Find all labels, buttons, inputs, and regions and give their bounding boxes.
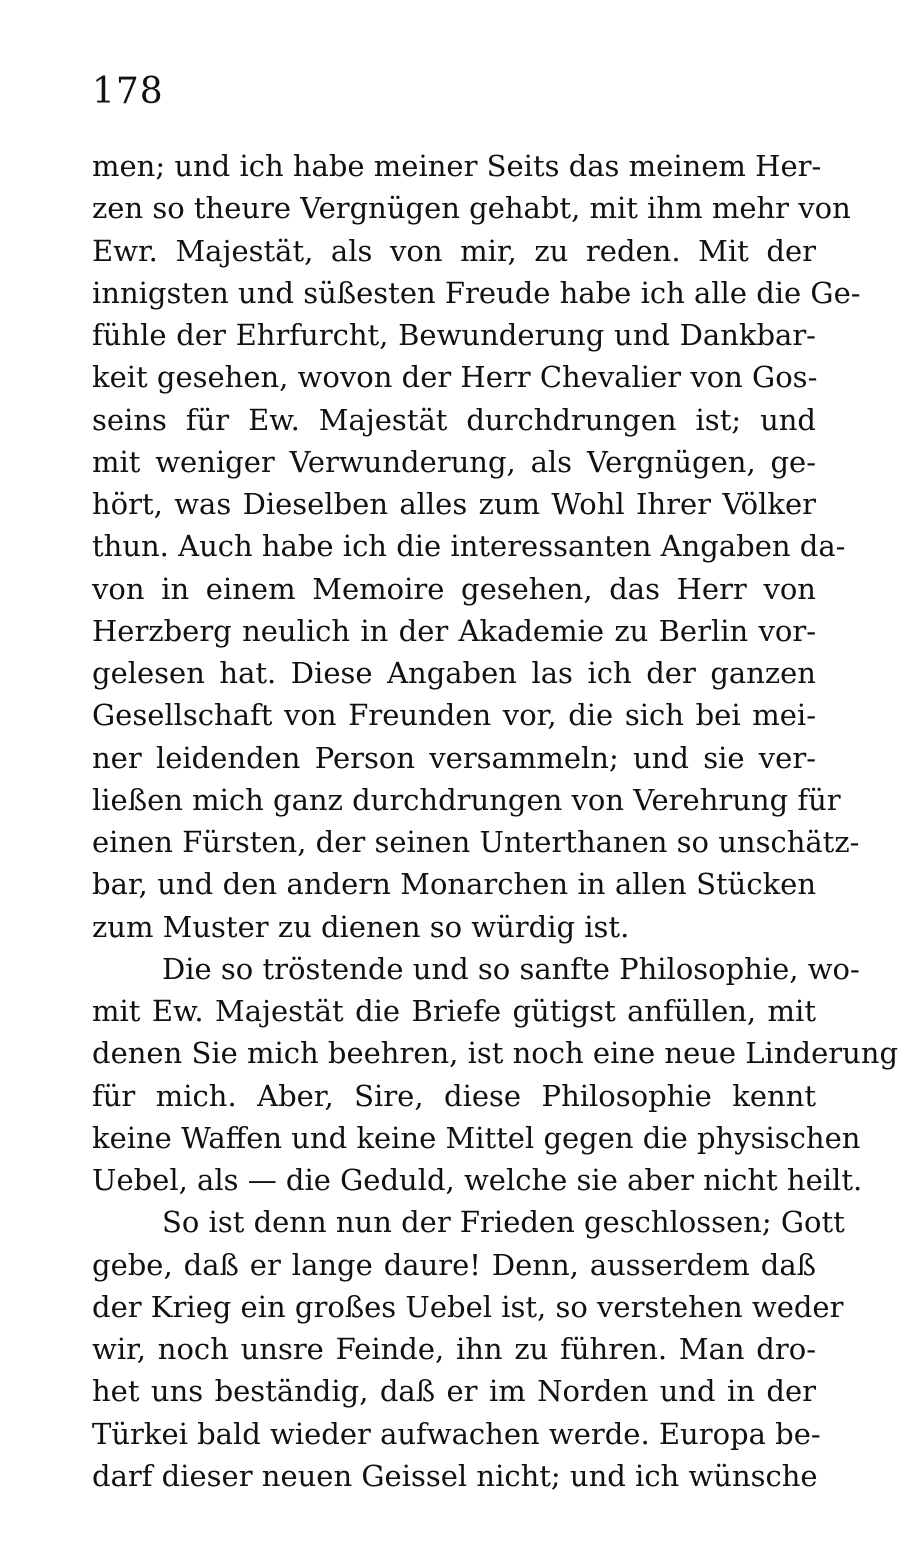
text-line: het uns beständig, daß er im Norden und in der — [92, 1374, 816, 1409]
text-line: men; und ich habe meiner Seits das meinem Her- — [92, 149, 822, 183]
text-line: keit gesehen, wovon der Herr Chevalier von Gos- — [92, 360, 818, 395]
page-body-text — [92, 145, 899, 1497]
text-line: mit Ew. Majestät die Briefe gütigst anfüllen, mit — [92, 994, 816, 1028]
text-line: gebe, daß er lange daure! Denn, ausserdem daß — [92, 1247, 816, 1282]
text-line: Uebel, als — die Geduld, welche sie aber nicht heilt. — [92, 1163, 863, 1197]
text-line: mit weniger Verwunderung, als Vergnügen, ge- — [92, 444, 816, 479]
text-line: zen so theure Vergnügen gehabt, mit ihm mehr von — [92, 191, 851, 226]
text-line: bar, und den andern Monarchen in allen Stücken — [92, 867, 816, 902]
text-line: innigsten und süßesten Freude habe ich alle die Ge- — [92, 275, 861, 310]
text-line: wir, noch unsre Feinde, ihn zu führen. Man dro- — [92, 1332, 816, 1366]
text-line: von in einem Memoire gesehen, das Herr von — [92, 571, 816, 606]
text-line: für mich. Aber, Sire, diese Philosophie kennt — [92, 1078, 816, 1113]
text-line: darf dieser neuen Geissel nicht; und ich wünsche — [92, 1458, 818, 1493]
page-number: 178 — [92, 71, 164, 112]
text-line: einen Fürsten, der seinen Unterthanen so unschätz- — [92, 825, 860, 859]
text-line: denen Sie mich beehren, ist noch eine neue Linderung — [92, 1036, 899, 1071]
text-line: gelesen hat. Diese Angaben las ich der ganzen — [92, 656, 816, 690]
text-line: So ist denn nun der Frieden geschlossen; Gott — [162, 1205, 845, 1240]
text-line: Gesellschaft von Freunden vor, die sich bei mei- — [92, 698, 816, 733]
text-line: Türkei bald wieder aufwachen werde. Europa be- — [92, 1416, 821, 1451]
text-line: Die so tröstende und so sanfte Philosophie, wo- — [162, 951, 860, 986]
text-line: keine Waffen und keine Mittel gegen die physischen — [92, 1120, 861, 1155]
text-line: hört, was Dieselben alles zum Wohl Ihrer Völker — [92, 487, 816, 521]
text-line: fühle der Ehrfurcht, Bewunderung und Dankbar- — [92, 318, 816, 352]
text-line: Herzberg neulich in der Akademie zu Berlin vor- — [92, 613, 816, 648]
text-line: zum Muster zu dienen so würdig ist. — [92, 909, 630, 944]
text-line: seins für Ew. Majestät durchdrungen ist; und — [92, 402, 816, 437]
text-line: ließen mich ganz durchdrungen von Verehrung für — [92, 782, 841, 817]
text-line: ner leidenden Person versammeln; und sie ver- — [92, 740, 816, 775]
text-line: thun. Auch habe ich die interessanten Angaben da- — [92, 529, 846, 564]
text-line: der Krieg ein großes Uebel ist, so verstehen weder — [92, 1289, 844, 1324]
text-line: Ewr. Majestät, als von mir, zu reden. Mit der — [92, 233, 816, 268]
